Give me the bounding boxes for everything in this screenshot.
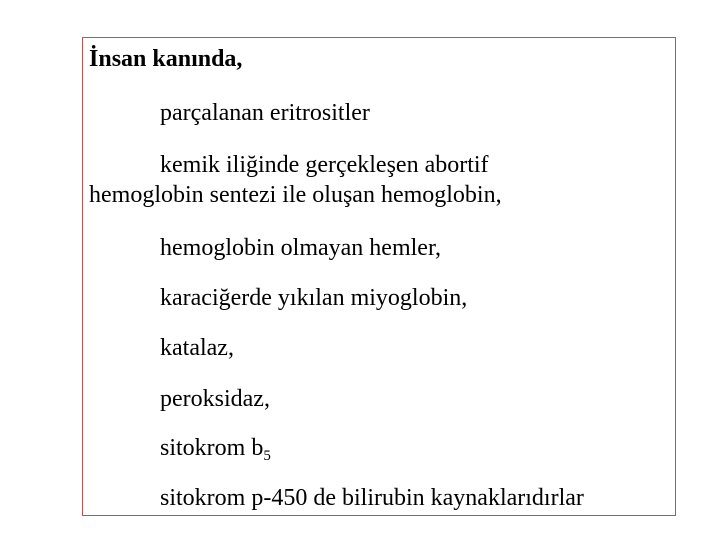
list-item-katalaz: katalaz, <box>160 335 234 361</box>
list-item-abortif: kemik iliğinde gerçekleşen abortif <box>160 152 489 178</box>
list-item-hemler: hemoglobin olmayan hemler, <box>160 235 441 261</box>
list-item-peroksidaz: peroksidaz, <box>160 386 270 412</box>
content-frame <box>82 37 676 516</box>
list-item-p450: sitokrom p-450 de bilirubin kaynaklarıdırlar <box>160 485 584 511</box>
list-item-miyoglobin: karaciğerde yıkılan miyoglobin, <box>160 285 468 311</box>
list-item-abortif-continuation: hemoglobin sentezi ile oluşan hemoglobin, <box>89 182 502 208</box>
list-item-sitokrom-b5 <box>160 434 271 462</box>
heading: İnsan kanında, <box>89 46 243 72</box>
list-item-eritrositler: parçalanan eritrositler <box>160 100 370 126</box>
sitokrom-b-subscript: 5 <box>263 448 271 464</box>
sitokrom-b-text: sitokrom b <box>160 435 264 461</box>
